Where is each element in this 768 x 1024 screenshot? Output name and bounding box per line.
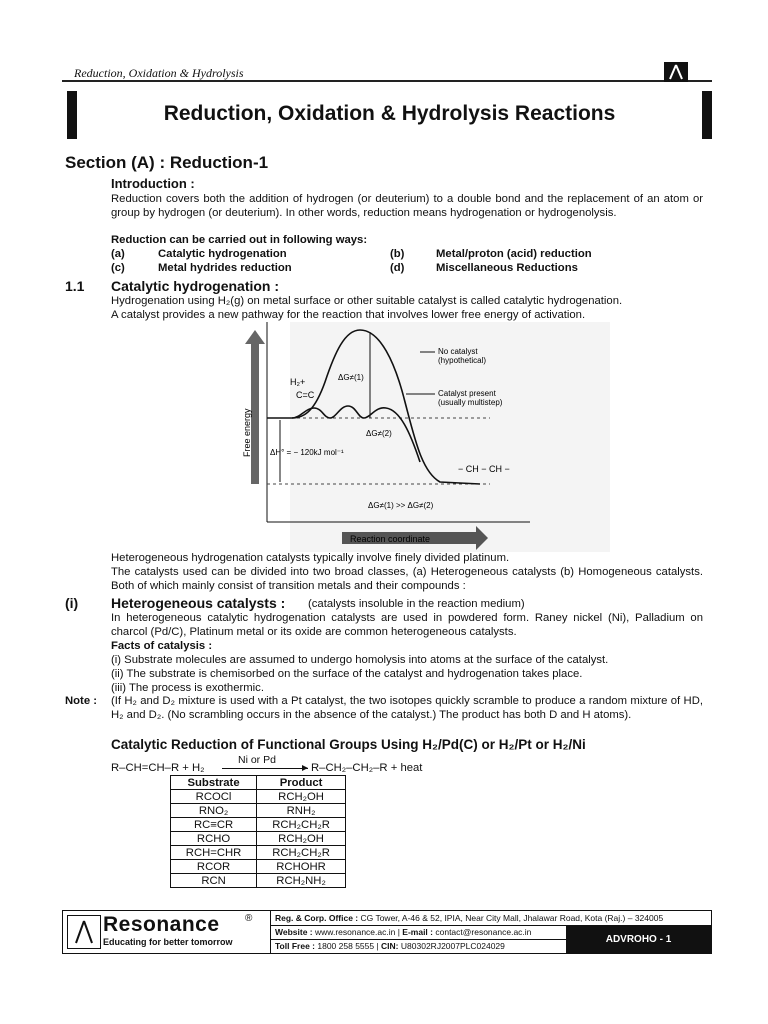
table-cell: RCH₂CH₂R — [257, 818, 346, 832]
office-label: Reg. & Corp. Office : — [275, 913, 359, 923]
dg2-label: ΔG≠(2) — [366, 429, 392, 438]
catalyst-note: (usually multistep) — [438, 398, 503, 407]
table-cell: RCHO — [171, 832, 257, 846]
table-cell: RC≡CR — [171, 818, 257, 832]
website-label: Website : — [275, 927, 313, 937]
toll-number: 1800 258 5555 — [317, 941, 375, 951]
email-label: E-mail : — [402, 927, 433, 937]
reactant-label: H₂+ — [290, 377, 306, 387]
alkene-label: C=C — [296, 390, 315, 400]
table-row — [171, 818, 346, 832]
table-cell: RCH₂NH₂ — [257, 874, 346, 888]
table-row — [171, 790, 346, 804]
cin-number: U80302RJ2007PLC024029 — [400, 941, 505, 951]
table-cell: RCOR — [171, 860, 257, 874]
table-cell: RCH₂OH — [257, 832, 346, 846]
table-cell: RNO₂ — [171, 804, 257, 818]
equation-right: R–CH₂–CH₂–R + heat — [311, 762, 423, 774]
equation-catalyst: Ni or Pd — [238, 754, 276, 766]
no-catalyst-note: (hypothetical) — [438, 356, 487, 365]
way-d-key: (d) — [390, 262, 405, 274]
brand-tagline: Educating for better tomorrow — [103, 937, 233, 947]
email-link[interactable]: contact@resonance.ac.in — [435, 927, 532, 937]
product-label: − CH − CH − — [458, 464, 510, 474]
catalyst-classes: The catalysts used can be divided into two broad classes, (a) Heterogeneous catalysts (b) Homogeneous catalysts. Both of which mainly consist of transition metals and their compounds : — [111, 566, 703, 592]
intro-heading: Introduction : — [111, 176, 195, 191]
table-cell: RNH₂ — [257, 804, 346, 818]
section-heading: Section (A) : Reduction-1 — [65, 153, 269, 172]
subsection-number: 1.1 — [65, 278, 85, 294]
hetero-number: (i) — [65, 595, 79, 611]
facts-heading: Facts of catalysis : — [111, 640, 213, 652]
table-header: Product — [257, 776, 346, 790]
brand-name: Resonance — [103, 913, 220, 936]
dg-comparison: ΔG≠(1) >> ΔG≠(2) — [368, 501, 434, 510]
table-row — [171, 804, 346, 818]
table-cell: RCH₂CH₂R — [257, 846, 346, 860]
table-row — [171, 832, 346, 846]
hetero-heading: Heterogeneous catalysts : — [111, 595, 286, 611]
registered-mark: ® — [245, 913, 253, 924]
page-title: Reduction, Oxidation & Hydrolysis Reactions — [163, 102, 616, 125]
fact-3: (iii) The process is exothermic. — [111, 682, 264, 694]
subsection-heading: Catalytic hydrogenation : — [111, 278, 280, 294]
reaction-coordinate-label: Reaction coordinate — [350, 534, 431, 544]
website-link[interactable]: www.resonance.ac.in — [315, 927, 396, 937]
hetero-paragraph: In heterogeneous catalytic hydrogenation catalysts are used in powdered form. Raney nickel (Ni), Palladium on charcol (Pd/C), Platinum metal or its oxide are common heterogeneous catalysts. — [111, 612, 703, 638]
catalyst-label: Catalyst present — [438, 389, 496, 398]
way-b: Metal/proton (acid) reduction — [436, 248, 592, 260]
dg1-label: ΔG≠(1) — [338, 373, 364, 382]
fg-heading: Catalytic Reduction of Functional Groups Using H₂/Pd(C) or H₂/Pt or H₂/Ni — [111, 737, 586, 752]
table-cell: RCN — [171, 874, 257, 888]
way-c-key: (c) — [111, 262, 125, 274]
resonance-logo-icon — [67, 915, 101, 949]
note-text: (If H₂ and D₂ mixture is used with a Pt catalyst, the two isotopes quickly scramble to produce a random mixture of HD, H₂ and D₂. (No scrambling occurs in the absence of the catalyst.) The product has both D and H atoms). — [111, 695, 703, 721]
energy-diagram — [230, 322, 610, 552]
running-header: Reduction, Oxidation & Hydrolysis — [74, 66, 244, 80]
hydrogenation-definition: Hydrogenation using H₂(g) on metal surface or other suitable catalyst is called catalytic hydrogenation. — [111, 295, 623, 307]
reduction-table — [170, 775, 346, 888]
hetero-subtitle: (catalysts insoluble in the reaction medium) — [308, 598, 525, 610]
footer: Resonance ® Educating for better tomorrow Reg. & Corp. Office : CG Tower, A-46 & 52, IPIA, Near City Mall, Jhalawar Road, Kota (Raj.) – 324005 Website : www.resonance.ac.in | E-mail : contact@resonance.ac.in Toll Free : 1800 258 5555 | CIN: U80302RJ2007PLC024029 ADVROHO - 1 — [62, 910, 712, 954]
header-rule — [62, 80, 712, 82]
fact-1: (i) Substrate molecules are assumed to undergo homolysis into atoms at the surface of the catalyst. — [111, 654, 609, 666]
table-cell: RCOCl — [171, 790, 257, 804]
equation-left: R–CH=CH–R + H₂ — [111, 762, 205, 774]
no-catalyst-label: No catalyst — [438, 347, 478, 356]
ways-heading: Reduction can be carried out in following ways: — [111, 234, 368, 246]
table-cell: RCHOHR — [257, 860, 346, 874]
table-cell: RCH=CHR — [171, 846, 257, 860]
way-d: Miscellaneous Reductions — [436, 262, 578, 274]
reaction-arrow-icon — [222, 768, 308, 769]
table-cell: RCH₂OH — [257, 790, 346, 804]
free-energy-label: Free energy — [242, 408, 252, 457]
table-header: Substrate — [171, 776, 257, 790]
enthalpy-label: ΔH° = − 120kJ mol⁻¹ — [270, 448, 344, 457]
logo-icon — [664, 62, 688, 82]
table-row — [171, 874, 346, 888]
cin-label: CIN: — [381, 941, 399, 951]
note-label: Note : — [65, 695, 98, 707]
way-a: Catalytic hydrogenation — [158, 248, 287, 260]
way-c: Metal hydrides reduction — [158, 262, 292, 274]
catalyst-description: A catalyst provides a new pathway for the reaction that involves lower free energy of activation. — [111, 309, 586, 321]
table-row — [171, 846, 346, 860]
intro-paragraph: Reduction covers both the addition of hydrogen (or deuterium) to a double bond and the replacement of an atom or group by hydrogen (or deuterium). In other words, reduction means hydrogenation or hydrogenolysis. — [111, 193, 703, 219]
platinum-note: Heterogeneous hydrogenation catalysts typically involve finely divided platinum. — [111, 552, 510, 564]
page-code: ADVROHO - 1 — [566, 926, 711, 953]
free-energy-arrow-icon — [245, 330, 265, 484]
fact-2: (ii) The substrate is chemisorbed on the surface of the catalyst and hydrogenation takes place. — [111, 668, 583, 680]
office-address: CG Tower, A-46 & 52, IPIA, Near City Mall, Jhalawar Road, Kota (Raj.) – 324005 — [360, 913, 664, 923]
title-bar — [67, 91, 712, 139]
way-a-key: (a) — [111, 248, 125, 260]
table-row — [171, 860, 346, 874]
table-header-row — [171, 776, 346, 790]
way-b-key: (b) — [390, 248, 405, 260]
toll-label: Toll Free : — [275, 941, 315, 951]
